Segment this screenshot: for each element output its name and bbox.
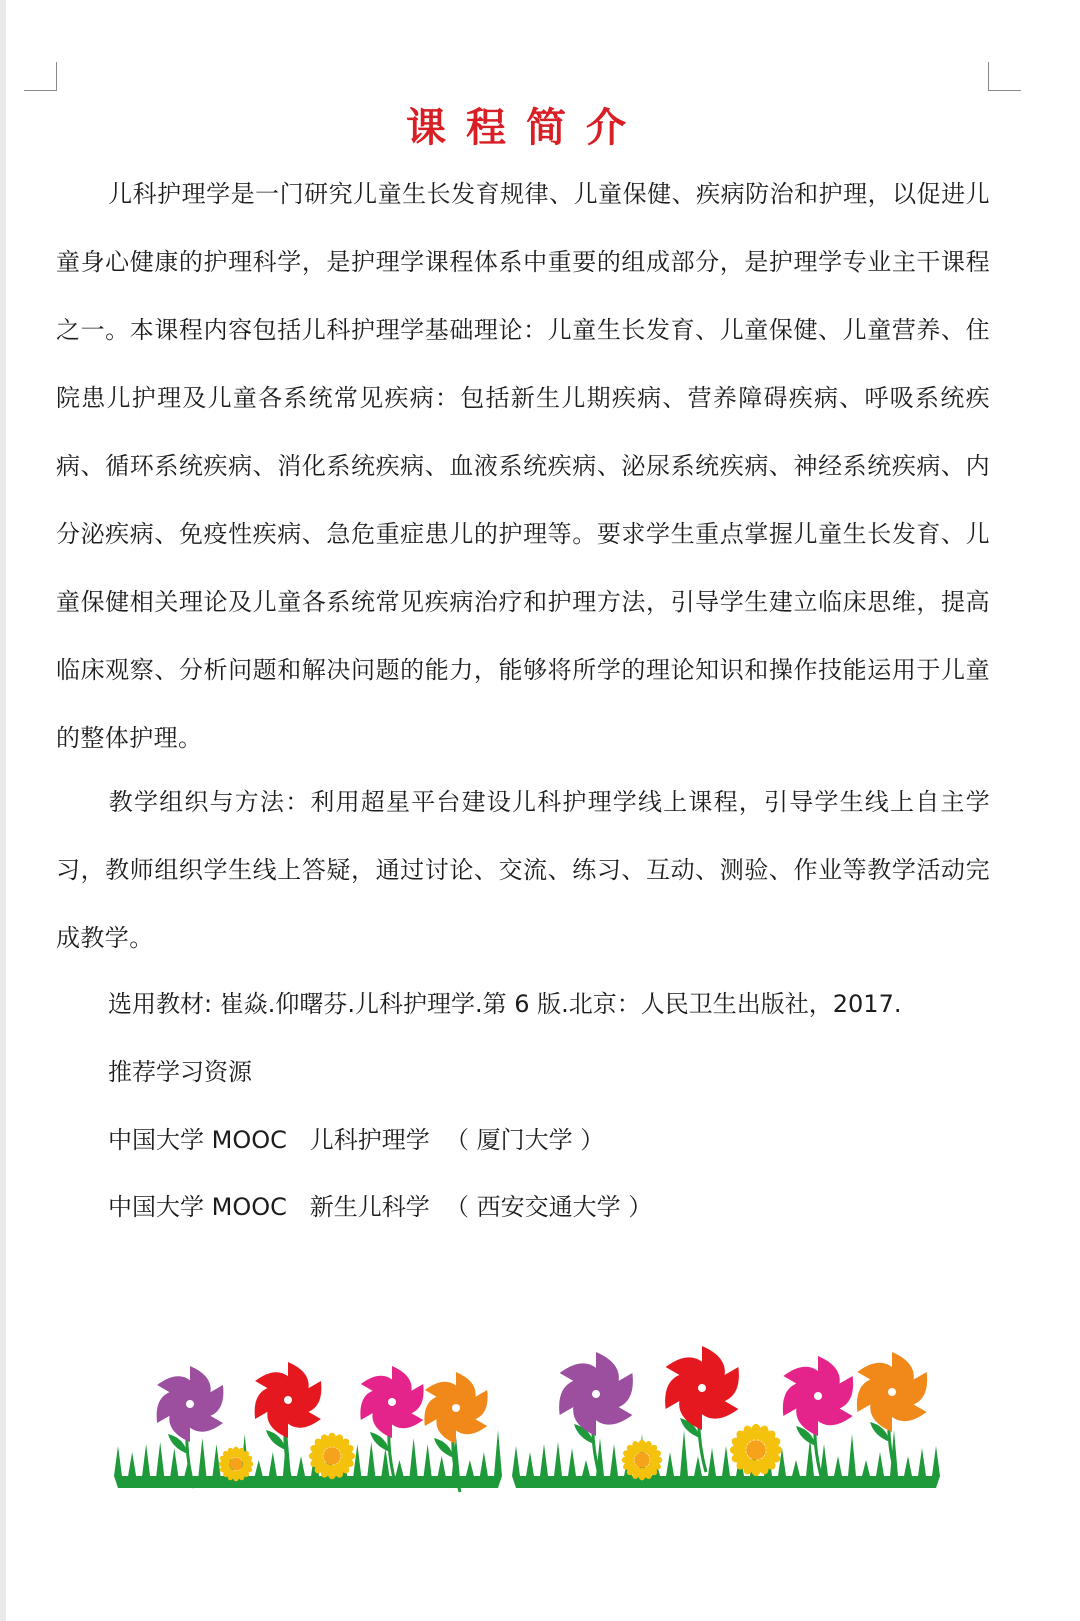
resource-item [108, 1187, 652, 1227]
sunflower [622, 1440, 663, 1481]
resources-heading: 推荐学习资源 [108, 1058, 252, 1086]
grass [512, 1430, 940, 1488]
document-page [6, 0, 1080, 1621]
page-title: 课程简介 [406, 105, 646, 151]
methods-paragraph [56, 768, 990, 972]
resource-course: 新生儿科学 [309, 1193, 430, 1221]
resource-platform: 中国大学 MOOC [108, 1193, 287, 1221]
intro-paragraph [56, 160, 990, 772]
resource-platform: 中国大学 MOOC [108, 1126, 287, 1154]
margin-corner-mark-right [988, 62, 1021, 91]
pinwheel-flower [351, 1366, 433, 1486]
intro-paragraph-text: 儿科护理学是一门研究儿童生长发育规律、儿童保健、疾病防治和护理，以促进儿童身心健康的护理科学，是护理学课程体系中重要的组成部分，是护理学专业主干课程之一。本课程内容包括儿科护理学基础理论：儿童生长发育、儿童保健、儿童营养、住院患儿护理及儿童各系统常见疾病：包括新生儿期疾病、营养障碍疾病、呼吸系统疾病、循环系统疾病、消化系统疾病、血液系统疾病、泌尿系统疾病、神经系统疾病、内分泌疾病、免疫性疾病、急危重症患儿的护理等。要求学生重点掌握儿童生长发育、儿童保健相关理论及儿童各系统常见疾病治疗和护理方法，引导学生建立临床思维，提高临床观察、分析问题和解决问题的能力，能够将所学的理论知识和操作技能运用于儿童的整体护理。 [56, 180, 990, 752]
pinwheel-flower [846, 1352, 937, 1476]
textbook-line: 选用教材: 崔焱.仰曙芬.儿科护理学.第 6 版.北京：人民卫生出版社，2017. [108, 990, 902, 1018]
resource-school: （ 厦门大学 ） [445, 1126, 605, 1154]
sunflower [219, 1447, 254, 1482]
pinwheel-flower-illustration [110, 1338, 950, 1498]
margin-corner-mark-left [24, 62, 57, 91]
resource-course: 儿科护理学 [309, 1126, 430, 1154]
resource-item [108, 1120, 604, 1160]
methods-paragraph-text: 教学组织与方法：利用超星平台建设儿科护理学线上课程，引导学生线上自主学习，教师组织学生线上答疑，通过讨论、交流、练习、互动、测验、作业等教学活动完成教学。 [56, 788, 990, 952]
sunflower [309, 1433, 355, 1479]
sunflower [730, 1424, 782, 1476]
resource-school: （ 西安交通大学 ） [445, 1193, 653, 1221]
